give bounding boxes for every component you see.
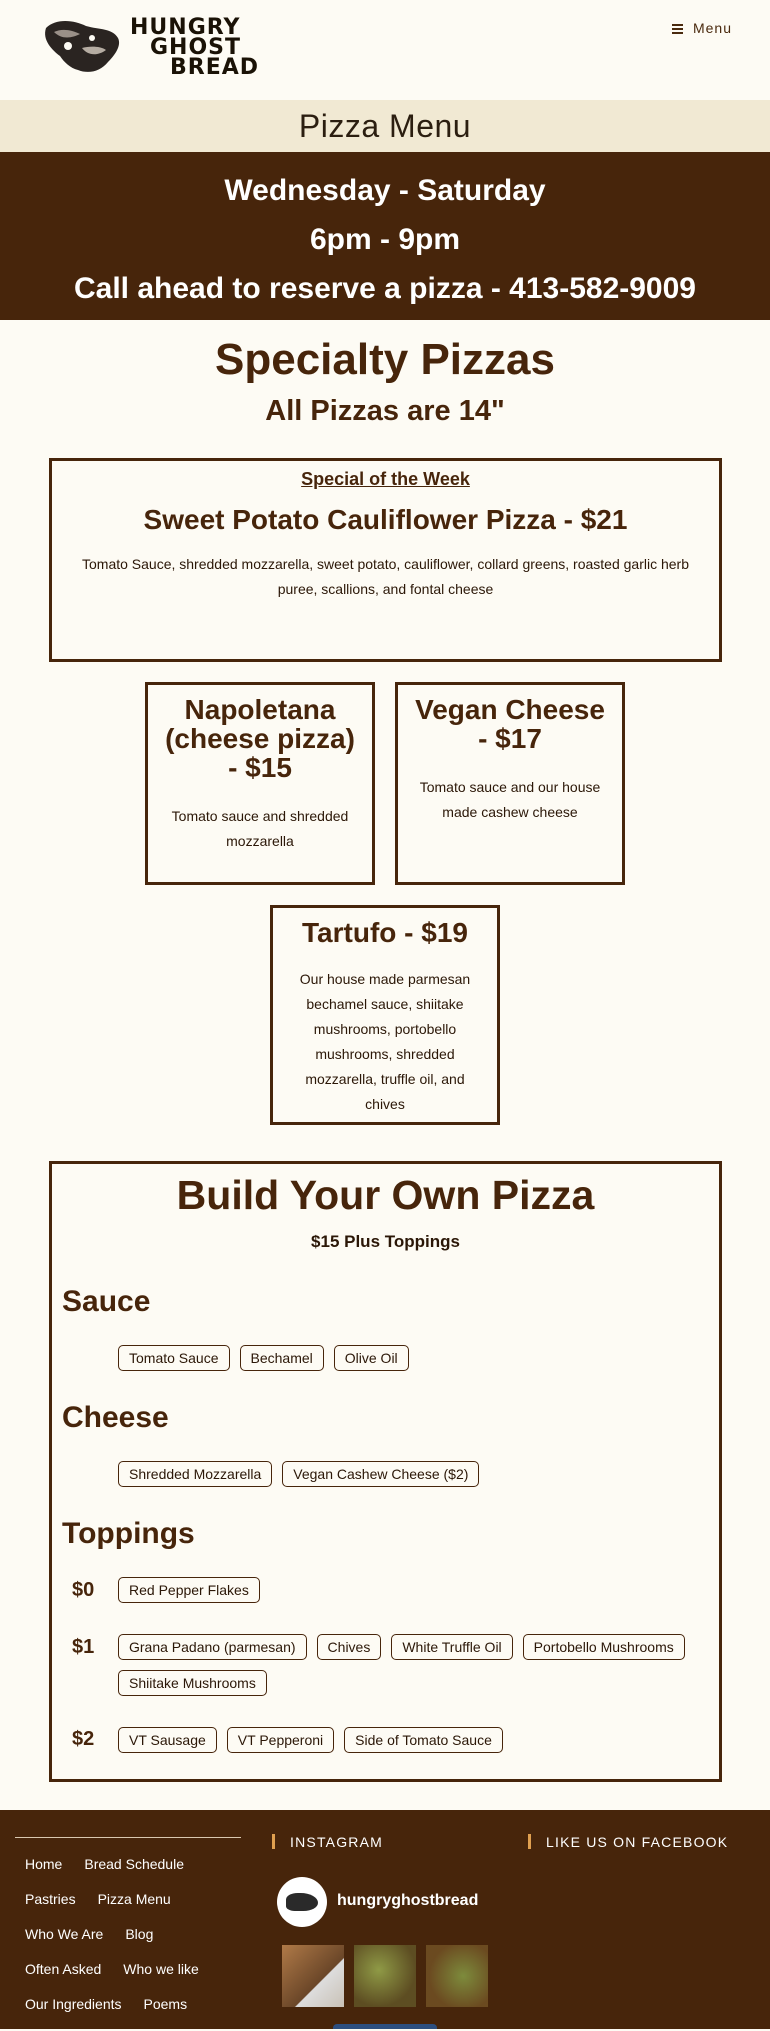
- instagram-handle[interactable]: hungryghostbread: [337, 1892, 479, 1909]
- byo-price: $15 Plus Toppings: [311, 1232, 460, 1251]
- topping-chip[interactable]: Red Pepper Flakes: [118, 1577, 260, 1603]
- footer-divider: [15, 1837, 241, 1838]
- sauce-chip[interactable]: Bechamel: [240, 1345, 324, 1371]
- logo-line-2: GHOST: [150, 35, 242, 60]
- hours-time: 6pm - 9pm: [309, 223, 461, 256]
- cheese-heading: Cheese: [62, 1401, 169, 1434]
- napoletana-desc: Tomato sauce and shredded mozzarella: [171, 808, 349, 849]
- footer-link-often-asked[interactable]: Often Asked: [25, 1961, 102, 1977]
- napoletana-card: [145, 682, 375, 885]
- instagram-photo[interactable]: [426, 1945, 488, 2007]
- sauce-heading: Sauce: [62, 1285, 151, 1318]
- topping-chip[interactable]: Chives: [317, 1634, 382, 1660]
- site-header: [0, 0, 770, 100]
- page-title-bar: [0, 100, 770, 152]
- footer-nav: [25, 1856, 235, 2031]
- tier-1-options: [118, 1634, 708, 1696]
- cheese-options: [118, 1461, 708, 1487]
- footer-link-ingredients[interactable]: Our Ingredients: [25, 1996, 122, 2012]
- topping-chip[interactable]: Portobello Mushrooms: [523, 1634, 685, 1660]
- tier-0-options: [118, 1577, 708, 1603]
- special-of-week-card: [49, 458, 722, 662]
- tier-0-price: $0: [72, 1579, 95, 1601]
- hours-banner: [0, 152, 770, 320]
- footer-link-pastries[interactable]: Pastries: [25, 1891, 76, 1907]
- logo-line-3: BREAD: [170, 55, 260, 80]
- topping-chip[interactable]: VT Sausage: [118, 1727, 217, 1753]
- ghost-avatar-icon: [286, 1893, 318, 1911]
- build-your-own-card: [49, 1161, 722, 1782]
- tier-2-options: [118, 1727, 708, 1753]
- hamburger-icon: [672, 24, 683, 33]
- topping-chip[interactable]: Side of Tomato Sauce: [344, 1727, 503, 1753]
- instagram-photo[interactable]: [354, 1945, 416, 2007]
- byo-title: Build Your Own Pizza: [176, 1172, 595, 1218]
- footer-link-who-we-like[interactable]: Who we like: [123, 1961, 199, 1977]
- footer-link-home[interactable]: Home: [25, 1856, 63, 1872]
- menu-button[interactable]: [672, 20, 732, 36]
- specialty-title: Specialty Pizzas: [215, 335, 555, 384]
- topping-chip[interactable]: Grana Padano (parmesan): [118, 1634, 307, 1660]
- ghost-logo-icon: [42, 16, 122, 78]
- toppings-heading: Toppings: [62, 1517, 195, 1550]
- vegan-desc: Tomato sauce and our house made cashew cheese: [419, 779, 601, 820]
- vegan-card: [395, 682, 625, 885]
- special-kicker: Special of the Week: [301, 469, 470, 489]
- special-name: Sweet Potato Cauliflower Pizza - $21: [143, 504, 628, 535]
- topping-chip[interactable]: VT Pepperoni: [227, 1727, 334, 1753]
- sauce-chip[interactable]: Tomato Sauce: [118, 1345, 230, 1371]
- footer-link-blog[interactable]: Blog: [125, 1926, 154, 1942]
- topping-chip[interactable]: Shiitake Mushrooms: [118, 1670, 267, 1696]
- footer-link-who-we-are[interactable]: Who We Are: [25, 1926, 104, 1942]
- tartufo-desc: Our house made parmesan bechamel sauce, shiitake mushrooms, portobello mushrooms, shredded mozzarella, truffle oil, and chives: [299, 971, 471, 1112]
- instagram-avatar[interactable]: [277, 1877, 327, 1927]
- page-title: Pizza Menu: [298, 107, 472, 144]
- footer-link-bread-schedule[interactable]: Bread Schedule: [84, 1856, 184, 1872]
- instagram-follow-button[interactable]: [333, 2024, 437, 2029]
- sauce-options: [118, 1345, 708, 1371]
- tier-1-price: $1: [72, 1636, 95, 1658]
- footer-link-pizza-menu[interactable]: Pizza Menu: [97, 1891, 171, 1907]
- instagram-photo[interactable]: [282, 1945, 344, 2007]
- instagram-title: INSTAGRAM: [272, 1834, 383, 1850]
- reserve-phone: Call ahead to reserve a pizza - 413-582-9009: [73, 272, 696, 305]
- hours-days: Wednesday - Saturday: [224, 174, 546, 207]
- site-logo[interactable]: [42, 15, 260, 80]
- footer-link-poems[interactable]: Poems: [143, 1996, 188, 2012]
- topping-chip[interactable]: White Truffle Oil: [391, 1634, 512, 1660]
- logo-line-1: HUNGRY: [130, 15, 241, 40]
- specialty-subtitle: All Pizzas are 14": [265, 395, 505, 427]
- facebook-title: LIKE US ON FACEBOOK: [528, 1834, 728, 1850]
- cheese-chip[interactable]: Shredded Mozzarella: [118, 1461, 272, 1487]
- logo-wordmark: [112, 15, 260, 80]
- tartufo-card: [270, 905, 500, 1125]
- tartufo-name: Tartufo - $19: [302, 917, 468, 948]
- site-footer: [0, 1810, 770, 2029]
- sauce-chip[interactable]: Olive Oil: [334, 1345, 409, 1371]
- menu-label: Menu: [692, 20, 732, 36]
- vegan-name: Vegan Cheese - $17: [415, 694, 605, 754]
- special-desc: Tomato Sauce, shredded mozzarella, sweet potato, cauliflower, collard greens, roasted garlic herb puree, scallions, and fontal cheese: [82, 556, 689, 597]
- tier-2-price: $2: [72, 1728, 95, 1750]
- cheese-chip[interactable]: Vegan Cashew Cheese ($2): [282, 1461, 479, 1487]
- napoletana-name: Napoletana (cheese pizza) - $15: [165, 694, 355, 783]
